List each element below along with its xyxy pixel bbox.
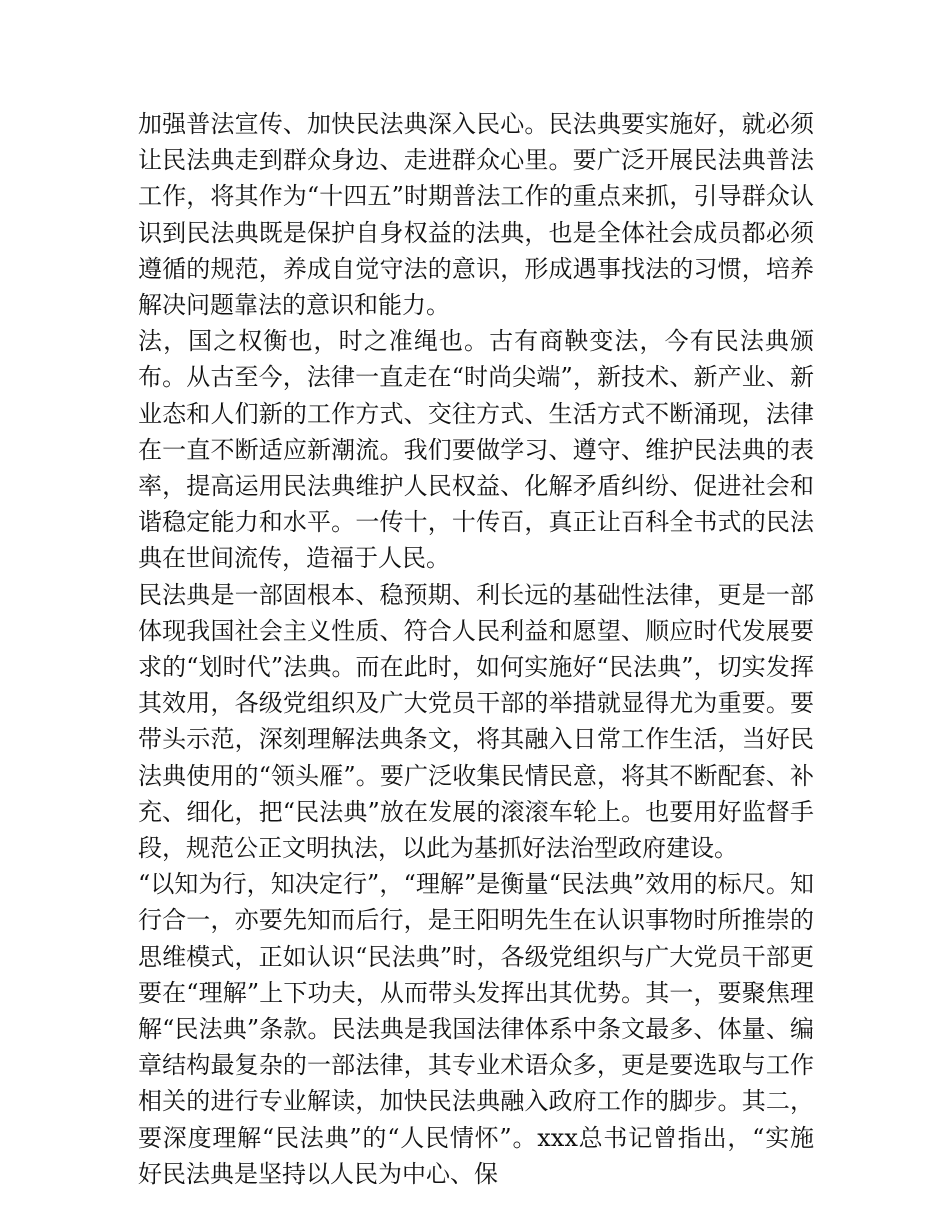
paragraph-2: 法，国之权衡也，时之准绳也。古有商鞅变法，今有民法典颁布。从古至今，法律一直走在“时尚尖端”，新技术、新产业、新业态和人们新的工作方式、交往方式、生活方式不断涌现，法律在一直不断适应新潮流。我们要做学习、遵守、维护民法典的表率，提高运用民法典维护人民权益、化解矛盾纠纷、促进社会和谐稳定能力和水平。一传十，十传百，真正让百科全书式的民法典在世间流传，造福于人民。 (138, 327, 814, 573)
paragraph-3: 民法典是一部固根本、稳预期、利长远的基础性法律，更是一部体现我国社会主义性质、符合人民利益和愿望、顺应时代发展要求的“划时代”法典。而在此时，如何实施好“民法典”，切实发挥其效用，各级党组织及广大党员干部的举措就显得尤为重要。要带头示范，深刻理解法典条文，将其融入日常工作生活，当好民法典使用的“领头雁”。要广泛收集民情民意，将其不断配套、补充、细化，把“民法典”放在发展的滚滚车轮上。也要用好监督手段，规范公正文明执法，以此为基抓好法治型政府建设。 (138, 580, 814, 863)
document-body (138, 106, 814, 1192)
paragraph-4: “以知为行，知决定行”，“理解”是衡量“民法典”效用的标尺。知行合一，亦要先知而后行，是王阳明先生在认识事物时所推崇的思维模式，正如认识“民法典”时，各级党组织与广大党员干部更要在“理解”上下功夫，从而带头发挥出其优势。其一，要聚焦理解“民法典”条款。民法典是我国法律体系中条文最多、体量、编章结构最复杂的一部法律，其专业术语众多，更是要选取与工作相关的进行专业解读，加快民法典融入政府工作的脚步。其二，要深度理解“民法典”的“人民情怀”。xxx总书记曾指出，“实施好民法典是坚持以人民为中心、保 (138, 870, 814, 1188)
paragraph-1: 加强普法宣传、加快民法典深入民心。民法典要实施好，就必须让民法典走到群众身边、走进群众心里。要广泛开展民法典普法工作，将其作为“十四五”时期普法工作的重点来抓，引导群众认识到民法典既是保护自身权益的法典，也是全体社会成员都必须遵循的规范，养成自觉守法的意识，形成遇事找法的习惯，培养解决问题靠法的意识和能力。 (138, 110, 814, 320)
